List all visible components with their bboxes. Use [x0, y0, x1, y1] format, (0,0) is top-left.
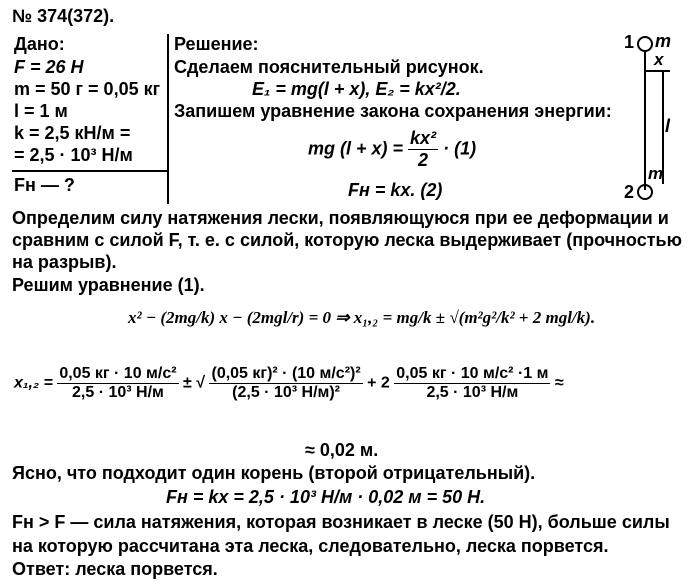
figure-label-m-top: m — [655, 31, 672, 51]
numeric-fraction-2-numerator: 0,05 кг · 10 м/с² ·1 м — [396, 365, 549, 382]
equation-1 — [308, 128, 476, 171]
figure-label-1: 1 — [624, 32, 635, 52]
tension-calculation: Fн = kx = 2,5 · 10³ Н/м · 0,02 м = 50 Н. — [166, 487, 486, 507]
given-underline — [12, 170, 168, 172]
paragraph-1-line-1: Определим силу натяжения лески, появляющуюся при ее деформации и — [12, 208, 669, 228]
problem-number: № 374(372). — [12, 6, 115, 26]
equation-1-numerator: kx² — [410, 128, 437, 148]
figure-label-l: l — [665, 116, 671, 136]
energy-formulas: E₁ = mg(l + x), E₂ = kx²/2. — [252, 79, 461, 99]
paragraph-1-line-2: сравним с силой F, т. е. с силой, которую леска выдерживает (прочностью — [12, 230, 682, 250]
conclusion-line-2: на которую рассчитана эта леска, следовательно, леска порвется. — [12, 536, 609, 556]
quadratic-equation: x² − (2mg/k) x − (2mgl/r) = 0 ⇒ x₁,₂ = mg/k ± √(m²g²/k² + 2 mgl/k). — [128, 308, 596, 327]
given-line-stiffness: k = 2,5 кН/м = — [14, 123, 131, 143]
numeric-left: x₁,₂ = — [14, 374, 53, 392]
x-marker-line — [646, 70, 670, 72]
answer-line: Ответ: леска порвется. — [12, 559, 218, 579]
numeric-fraction-1-denominator: 2,5 · 10³ Н/м — [72, 384, 164, 401]
solution-line-energy-law: Запишем уравнение закона сохранения энергии: — [174, 101, 612, 121]
given-separator — [167, 34, 169, 204]
solution-title: Решение: — [174, 34, 259, 54]
solve-equation-line: Решим уравнение (1). — [12, 275, 205, 295]
find-quantity: Fн — ? — [14, 175, 75, 195]
equation-1-left: mg (l + x) = — [308, 138, 404, 159]
given-line-mass: m = 50 г = 0,05 кг — [14, 79, 161, 99]
numeric-fraction-1 — [57, 365, 178, 402]
equation-2: Fн = kx. (2) — [348, 180, 443, 200]
equation-1-fraction — [408, 128, 438, 171]
given-title: Дано: — [14, 34, 65, 54]
one-root-line: Ясно, что подходит один корень (второй отрицательный). — [12, 463, 536, 483]
numeric-fraction-2 — [394, 365, 550, 402]
result-value: ≈ 0,02 м. — [305, 440, 379, 460]
equation-1-tag: · (1) — [443, 138, 477, 159]
numeric-sqrt-fraction — [209, 365, 362, 402]
numeric-fraction-2-denominator: 2,5 · 10³ Н/м — [426, 384, 519, 401]
ball-bottom-icon — [637, 184, 653, 200]
given-line-stiffness-si: = 2,5 · 10³ Н/м — [14, 145, 133, 165]
figure-label-m-bottom: m — [648, 164, 664, 183]
numeric-sqrt-denominator: (2,5 · 10³ Н/м)² — [232, 384, 341, 401]
figure-label-x: x — [654, 50, 664, 69]
paragraph-1-line-3: на разрыв). — [12, 252, 117, 272]
solution-line-figure: Сделаем пояснительный рисунок. — [174, 57, 484, 77]
conclusion-line-1: Fн > F — сила натяжения, которая возникает в леске (50 Н), больше силы — [12, 512, 670, 532]
numeric-sqrt-numerator: (0,05 кг)² · (10 м/с²)² — [211, 365, 361, 382]
numeric-fraction-1-numerator: 0,05 кг · 10 м/с² — [59, 365, 177, 382]
figure-label-2: 2 — [624, 182, 635, 202]
given-line-length: l = 1 м — [14, 101, 68, 121]
given-line-force: F = 26 Н — [14, 57, 84, 77]
numeric-substitution: x₁,₂ = $\frac{\text{0,05 кг · 10 м/с²}}{\text{2,5 · 10³ Н/м}}$ ± √ $\frac{\text{(0,05 кг)² · (10 м/с²)²}}{\text{(2,5 · 10³ Н/м)²}}$ + 2 $\frac{\text{0,05 кг · 10 м/с² ·1 м}}{\text{2,5 · 10³ Н/м}}$ ≈ — [14, 365, 564, 401]
equation-1-denominator: 2 — [418, 150, 429, 170]
